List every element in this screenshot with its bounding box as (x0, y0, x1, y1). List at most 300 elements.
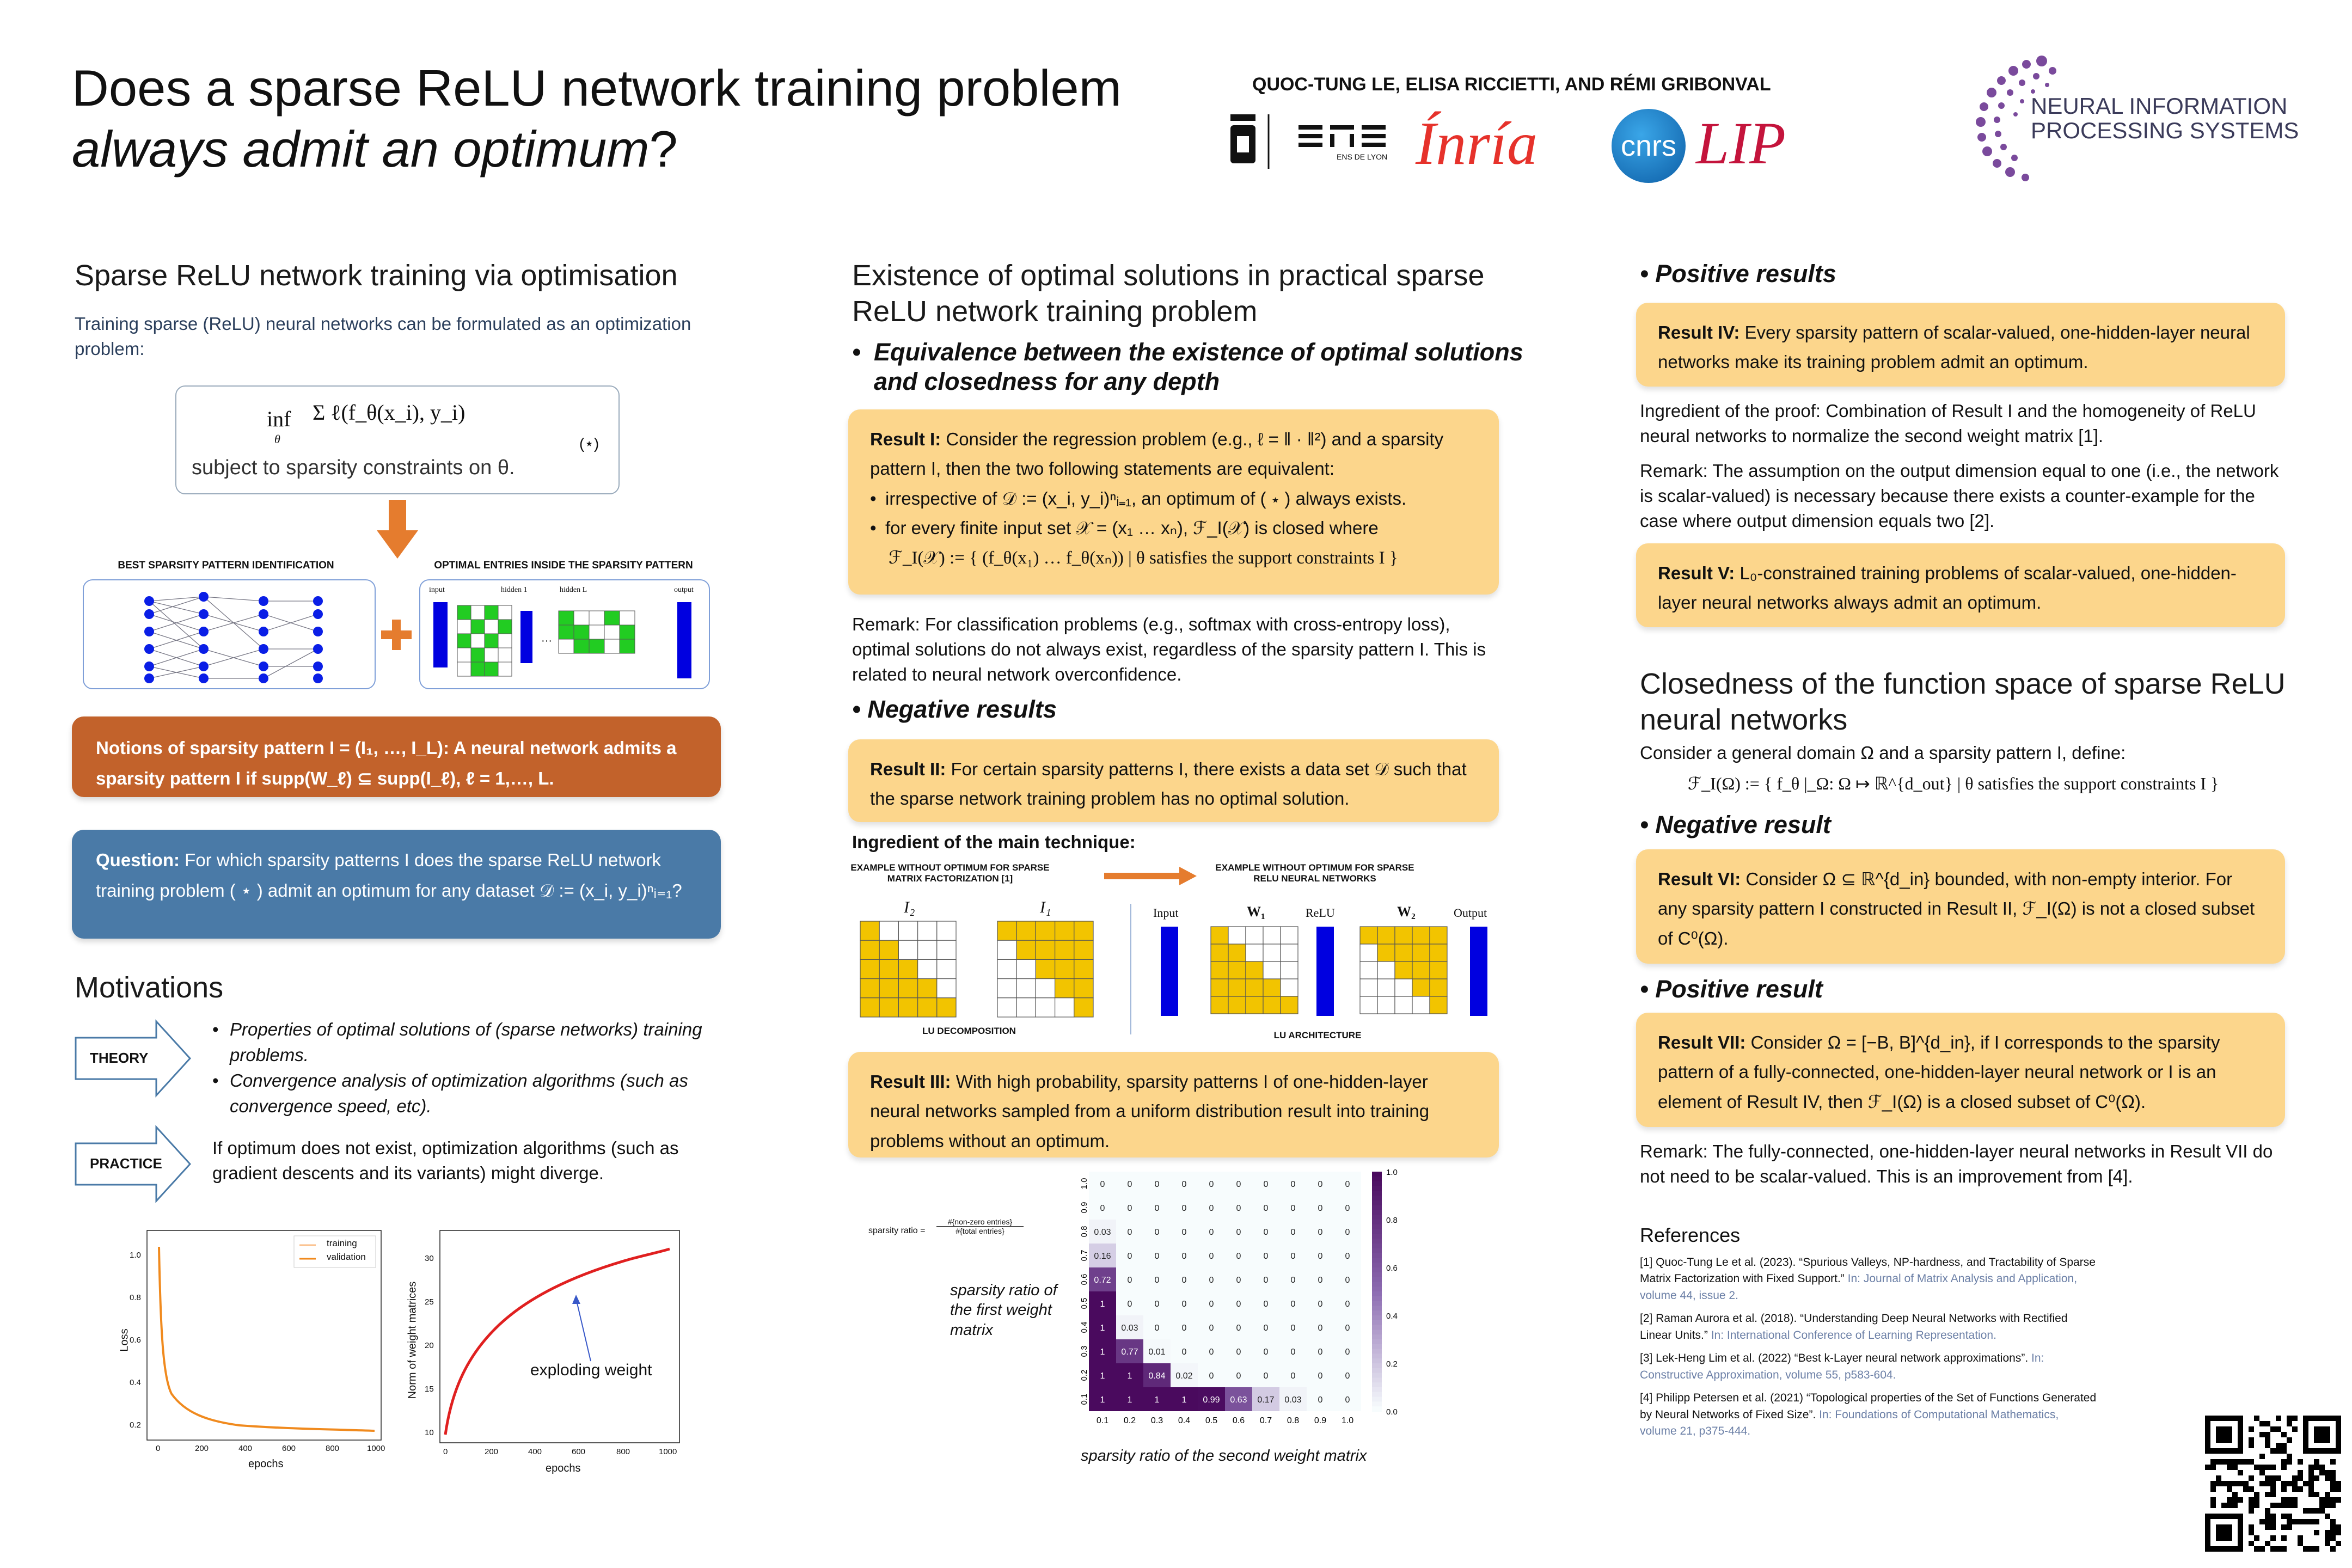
result5-box (1636, 543, 2285, 627)
matrix-cell (997, 979, 1016, 998)
colorbar-segment (1372, 1353, 1382, 1359)
neurips-line2: PROCESSING SYSTEMS (2031, 118, 2299, 144)
qr-module (2308, 1546, 2314, 1552)
reference-item: [1] Quoc-Tung Le et al. (2023). “Spurious Valleys, NP-hardness, and Tractability of Sparse Matrix Factorization with Fixed Support.” In: Journal of Matrix Analysis and Application, volume 44, issue 2. (1640, 1256, 2096, 1302)
result7-text: Consider Ω = [−B, B]^{d_in}, if I corresponds to the sparsity pattern of a fully-connected, one-hidden-layer neural network or I is an element of Result IV, then ℱ_I(Ω) is a closed subset of C⁰(Ω). (1658, 1032, 2220, 1112)
qr-module (2270, 1465, 2276, 1470)
label-best-pattern: BEST SPARSITY PATTERN IDENTIFICATION (118, 560, 334, 571)
matrix-cell (1211, 944, 1228, 961)
matrix-cell (1228, 979, 1246, 996)
qr-module (2249, 1486, 2254, 1492)
qr-module (2249, 1541, 2254, 1546)
heatmap-value: 0 (1290, 1204, 1296, 1213)
colorbar-segment (1372, 1215, 1382, 1220)
bullet-equivalence-text: Equivalence between the existence of optimal solutions and closedness for any depth (874, 338, 1523, 395)
loss-xlabel: epochs (248, 1458, 284, 1470)
arch-relu: ReLU (1306, 906, 1335, 920)
matrix-cell (1074, 959, 1093, 978)
matrix-cell (1074, 979, 1093, 998)
matrix-cell (1412, 944, 1430, 961)
colorbar-segment (1372, 1373, 1382, 1379)
heatmap-xlabel: sparsity ratio of the second weight matrix (1081, 1447, 1367, 1465)
hiddenL-matrix (559, 611, 635, 653)
qr-module (2210, 1503, 2216, 1508)
heatmap-ytick: 0.2 (1080, 1369, 1089, 1381)
heatmap-value: 0.99 (1203, 1395, 1220, 1405)
matrix-cell (1281, 927, 1298, 944)
heatmap-value: 0 (1290, 1228, 1296, 1237)
matrix-cell (1430, 979, 1447, 996)
qr-code[interactable] (2205, 1416, 2341, 1552)
label-I2: I₂ (904, 898, 915, 916)
heatmap-value: 0 (1345, 1371, 1350, 1381)
heatmap-value: 0 (1100, 1204, 1105, 1213)
colorbar-segment (1372, 1349, 1382, 1355)
qr-module (2259, 1421, 2265, 1426)
heatmap-value: 0 (1181, 1324, 1187, 1333)
down-arrow-icon (377, 500, 418, 560)
matrix-cell (1430, 927, 1447, 944)
heatmap-value: 0 (1127, 1180, 1132, 1189)
matrix-cell (918, 940, 937, 959)
colorbar-segment (1372, 1277, 1382, 1283)
qr-module (2249, 1530, 2254, 1535)
positive-results-heading: • Positive results (1640, 260, 1836, 287)
legend-training: training (327, 1238, 357, 1248)
title-italic: always admit an optimum (72, 120, 650, 177)
qr-module (2336, 1541, 2341, 1546)
qr-module (2249, 1524, 2254, 1530)
heatmap-value: 0 (1236, 1228, 1241, 1237)
negative-result-text: Negative result (1655, 811, 1831, 838)
neurips-logo (2031, 94, 2299, 143)
matrix-cell (937, 998, 956, 1017)
heatmap-value: 0 (1236, 1324, 1241, 1333)
qr-module (2287, 1421, 2292, 1426)
norm-ylabel: Norm of weight matrices (406, 1281, 419, 1399)
matrix-cell (1055, 979, 1074, 998)
heatmap-ytick: 0.8 (1080, 1226, 1089, 1238)
colorbar-segment (1372, 1377, 1382, 1383)
qr-module (2265, 1514, 2270, 1519)
arch-output-bar (1470, 927, 1487, 1016)
ingredient-proof: Ingredient of the proof: Combination of Result I and the homogeneity of ReLU neural networks to normalize the second weight matrix [1]. (1640, 401, 2256, 446)
example-nn-label: EXAMPLE WITHOUT OPTIMUM FOR SPARSE RELU NEURAL NETWORKS (1215, 862, 1414, 884)
heatmap-value: 0.03 (1094, 1228, 1111, 1237)
qr-module (2232, 1497, 2238, 1503)
heatmap-value: 0 (1181, 1204, 1187, 1213)
result2-text: For certain sparsity patterns I, there exists a data set 𝒟 such that the sparse network training problem has no optimal solution. (870, 759, 1467, 809)
colorbar-segment (1372, 1253, 1382, 1259)
function-space-formula: ℱ_I(Ω) := { f_θ |_Ω: Ω ↦ ℝ^{d_out} | θ satisfies the support constraints I } (1688, 774, 2219, 793)
qr-module (2314, 1492, 2319, 1497)
title-qmark: ? (649, 120, 678, 177)
negative-result-heading: • Negative result (1640, 811, 1831, 838)
arch-W1-matrix (1211, 927, 1298, 1014)
qr-module (2298, 1475, 2303, 1481)
qr-module (2254, 1416, 2259, 1421)
qr-module (2232, 1459, 2238, 1465)
qr-module (2330, 1497, 2336, 1503)
heatmap-value: 0 (1236, 1371, 1241, 1381)
colorbar-segment (1372, 1224, 1382, 1230)
matrix-cell (997, 998, 1016, 1017)
matrix-cell (1430, 944, 1447, 961)
input-bar (433, 602, 448, 667)
qr-module (2298, 1535, 2303, 1541)
result1-item: • irrespective of 𝒟 := (x_i, y_i)ⁿᵢ₌₁, an optimum of ( ⋆ ) always exists. (870, 488, 1407, 509)
qr-module (2254, 1465, 2259, 1470)
qr-module (2319, 1470, 2325, 1475)
matrix-cell (1055, 998, 1074, 1017)
heatmap-value: 0 (1263, 1324, 1269, 1333)
heatmap-value: 0 (1345, 1252, 1350, 1261)
heatmap-xtick: 1.0 (1341, 1416, 1354, 1425)
heatmap-value: 0 (1181, 1180, 1187, 1189)
positive-results-text: Positive results (1655, 260, 1836, 287)
result1-formula: ℱ_I(𝒳) := { (f_θ(x₁) … f_θ(xₙ)) | θ satisfies the support constraints I } (889, 548, 1398, 568)
qr-module (2249, 1503, 2254, 1508)
colorbar-label: 0.6 (1386, 1264, 1398, 1273)
formula-inf: inf (267, 407, 291, 431)
qr-module (2259, 1465, 2265, 1470)
colorbar-segment (1372, 1258, 1382, 1263)
qr-module (2281, 1432, 2287, 1437)
heatmap-value: 0 (1236, 1276, 1241, 1285)
qr-module (2287, 1454, 2292, 1459)
qr-module (2308, 1492, 2314, 1497)
heatmap-xtick: 0.9 (1314, 1416, 1327, 1425)
qr-module (2238, 1470, 2243, 1475)
heatmap-value: 0.02 (1175, 1371, 1193, 1381)
matrix-cell (1246, 961, 1263, 979)
qr-module (2330, 1470, 2336, 1475)
qr-module (2270, 1426, 2276, 1432)
result4-title: Result IV: (1658, 322, 1740, 342)
heatmap-xtick: 0.3 (1150, 1416, 1163, 1425)
colorbar-segment (1372, 1291, 1382, 1297)
qr-module (2298, 1459, 2303, 1465)
heatmap-ytick: 0.6 (1080, 1273, 1089, 1285)
qr-module (2249, 1426, 2254, 1432)
qr-module (2287, 1459, 2292, 1465)
qr-module (2265, 1443, 2270, 1448)
matrix-cell (1263, 927, 1281, 944)
matrix-cell (879, 998, 898, 1017)
qr-module (2270, 1514, 2276, 1519)
poster-title-line2 (72, 120, 678, 179)
qr-module (2287, 1503, 2292, 1508)
heatmap-value: 0.72 (1094, 1276, 1111, 1285)
matrix-cell (860, 921, 879, 940)
qr-module (2227, 1503, 2232, 1508)
heatmap-value: 0 (1127, 1204, 1132, 1213)
qr-module (2259, 1432, 2265, 1437)
theory-item: • Properties of optimal solutions of (sparse networks) training problems. (212, 1019, 702, 1065)
arch-output: Output (1454, 906, 1487, 920)
colorbar-segment (1372, 1382, 1382, 1388)
qr-module (2232, 1492, 2238, 1497)
qr-module (2308, 1519, 2314, 1524)
label-input: input (429, 586, 445, 594)
matrix-cell (1055, 921, 1074, 940)
colorbar-segment (1372, 1177, 1382, 1182)
qr-module (2292, 1475, 2298, 1481)
qr-module (2303, 1508, 2308, 1514)
qr-module (2303, 1519, 2308, 1524)
qr-module (2281, 1448, 2287, 1454)
inria-logo: Ínría (1416, 110, 1538, 177)
section-heading-existence: Existence of optimal solutions in practical sparse ReLU network training problem (852, 259, 1485, 328)
matrix-cell (1263, 996, 1281, 1014)
qr-module (2292, 1503, 2298, 1508)
colorbar-segment (1372, 1387, 1382, 1393)
qr-module (2281, 1486, 2287, 1492)
matrix-cell (1074, 921, 1093, 940)
qr-module (2265, 1421, 2270, 1426)
colorbar-segment (1372, 1315, 1382, 1321)
heatmap-value: 0 (1318, 1300, 1323, 1309)
colorbar-segment (1372, 1401, 1382, 1407)
qr-module (2270, 1475, 2276, 1481)
matrix-cell (860, 979, 879, 998)
consider-domain: Consider a general domain Ω and a sparsity pattern I, define: (1640, 743, 2126, 763)
qr-module (2232, 1481, 2238, 1486)
heatmap-value: 0 (1209, 1252, 1214, 1261)
matrix-cell (937, 940, 956, 959)
colorbar-segment (1372, 1181, 1382, 1187)
qr-module (2216, 1481, 2221, 1486)
matrix-cell (997, 940, 1016, 959)
heatmap-value: 0 (1209, 1324, 1214, 1333)
matrix-cell (1055, 959, 1074, 978)
qr-module (2281, 1481, 2287, 1486)
plus-icon (381, 620, 412, 650)
qr-module (2330, 1524, 2336, 1530)
positive-result-heading: • Positive result (1640, 975, 1823, 1003)
qr-module (2287, 1416, 2292, 1421)
authors: QUOC-TUNG LE, ELISA RICCIETTI, AND RÉMI GRIBONVAL (1252, 74, 1771, 95)
matrix-cell (1281, 979, 1298, 996)
question-text: For which sparsity patterns I does the sparse ReLU network training problem ( ⋆ ) admit an optimum for any dataset 𝒟 := (x_i, y_i)ⁿᵢ₌₁? (96, 850, 682, 901)
qr-module (2270, 1503, 2276, 1508)
heatmap-ytick: 0.4 (1080, 1321, 1089, 1333)
heatmap-value: 0 (1181, 1300, 1187, 1309)
heatmap-value: 1 (1100, 1395, 1105, 1405)
colorbar-segment (1372, 1263, 1382, 1268)
result1-text: Consider the regression problem (e.g., ℓ = ‖ · ‖²) and a sparsity pattern I, then the two following statements are equivalent: (870, 429, 1444, 479)
divider (1130, 904, 1131, 1034)
qr-module (2243, 1486, 2249, 1492)
colorbar-segment (1372, 1397, 1382, 1402)
motivations-heading: Motivations (75, 971, 224, 1004)
heatmap-value: 0.63 (1230, 1395, 1247, 1405)
heatmap-value: 0.77 (1121, 1347, 1138, 1357)
qr-module (2227, 1481, 2232, 1486)
heatmap-value: 0.03 (1121, 1324, 1138, 1333)
sr-fraction: #{non-zero entries} #{total entries} (936, 1217, 1024, 1235)
colorbar-segment (1372, 1339, 1382, 1345)
qr-module (2232, 1465, 2238, 1470)
qr-module (2259, 1519, 2265, 1524)
qr-module (2330, 1519, 2336, 1524)
qr-module (2308, 1475, 2314, 1481)
matrix-cell (860, 959, 879, 978)
heatmap-xtick: 0.6 (1232, 1416, 1245, 1425)
qr-module (2270, 1535, 2276, 1541)
colorbar-segment (1372, 1310, 1382, 1316)
qr-module (2287, 1437, 2292, 1443)
qr-module (2336, 1530, 2341, 1535)
heatmap-ytick: 0.5 (1080, 1297, 1089, 1309)
result3-title: Result III: (870, 1071, 951, 1092)
heatmap-value: 0.84 (1148, 1371, 1166, 1381)
colorbar-segment (1372, 1282, 1382, 1287)
lu-architecture-label: LU ARCHITECTURE (1273, 1030, 1362, 1040)
matrix-cell (1228, 996, 1246, 1014)
matrix-cell (1377, 979, 1395, 996)
label-I1: I₁ (1040, 898, 1051, 916)
qr-module (2281, 1503, 2287, 1508)
heatmap-value: 0 (1209, 1180, 1214, 1189)
loss-ylabel: Loss (118, 1328, 131, 1352)
heatmap-value: 0 (1236, 1347, 1241, 1357)
matrix-I2 (860, 921, 956, 1017)
sparse-matrix-diagram (419, 579, 710, 689)
theory-label: THEORY (90, 1050, 149, 1066)
heatmap-value: 0 (1127, 1300, 1132, 1309)
qr-module (2298, 1486, 2303, 1492)
qr-module (2221, 1459, 2227, 1465)
arch-input-bar (1161, 927, 1178, 1016)
qr-module (2314, 1546, 2319, 1552)
colorbar-segment (1372, 1325, 1382, 1331)
result2-box (848, 739, 1499, 822)
matrix-cell (918, 998, 937, 1017)
result6-box (1636, 849, 2285, 964)
ens-logo (1298, 121, 1391, 164)
ingredient-heading: Ingredient of the main technique: (852, 832, 1136, 852)
matrix-cell (1395, 961, 1412, 979)
qr-module (2292, 1416, 2298, 1421)
qr-module (2249, 1459, 2254, 1465)
hidden1-bar (520, 611, 532, 663)
remark-fully-connected: Remark: The fully-connected, one-hidden-layer neural networks in Result VII do not need to be scalar-valued. This is an improvement from [4]. (1640, 1141, 2273, 1187)
result7-title: Result VII: (1658, 1032, 1746, 1052)
matrix-cell (1377, 996, 1395, 1014)
qr-module (2232, 1503, 2238, 1508)
heatmap-value: 1 (1181, 1395, 1187, 1405)
qr-module (2227, 1465, 2232, 1470)
qr-module (2270, 1448, 2276, 1454)
qr-module (2227, 1459, 2232, 1465)
qr-module (2254, 1503, 2259, 1508)
colorbar-segment (1372, 1172, 1382, 1177)
negative-results-heading: • Negative results (852, 695, 1057, 723)
qr-module (2330, 1475, 2336, 1481)
qr-module (2303, 1546, 2308, 1552)
heatmap-xtick: 0.7 (1259, 1416, 1272, 1425)
practice-text: If optimum does not exist, optimization algorithms (such as gradient descents and its variants) might diverge. (212, 1138, 679, 1184)
matrix-cell (860, 998, 879, 1017)
heatmap-value: 0 (1209, 1371, 1214, 1381)
qr-module (2292, 1497, 2298, 1503)
matrix-cell (1412, 996, 1430, 1014)
poster-title-line1: Does a sparse ReLU network training problem (72, 59, 1122, 117)
matrix-cell (1281, 996, 1298, 1014)
heatmap-value: 0 (1181, 1276, 1187, 1285)
matrix-cell (1360, 979, 1377, 996)
matrix-cell (1263, 961, 1281, 979)
qr-module (2210, 1486, 2216, 1492)
heatmap-value: 0 (1127, 1276, 1132, 1285)
heatmap-value: 0 (1318, 1395, 1323, 1405)
practice-label: PRACTICE (90, 1155, 162, 1172)
qr-module (2319, 1497, 2325, 1503)
label-output: output (674, 586, 694, 594)
qr-module (2227, 1486, 2232, 1492)
heatmap-value: 0 (1318, 1276, 1323, 1285)
colorbar-segment (1372, 1272, 1382, 1278)
formula-tag: (⋆) (579, 435, 599, 452)
qr-module (2249, 1508, 2254, 1514)
matrix-cell (1395, 944, 1412, 961)
colorbar-segment (1372, 1210, 1382, 1215)
qr-module (2259, 1481, 2265, 1486)
qr-module (2249, 1497, 2254, 1503)
qr-module (2205, 1465, 2210, 1470)
qr-module (2254, 1535, 2259, 1541)
colorbar-label: 0.8 (1386, 1216, 1398, 1225)
qr-module (2325, 1514, 2330, 1519)
matrix-cell (1246, 927, 1263, 944)
heatmap-ytick: 0.7 (1080, 1250, 1089, 1261)
qr-module (2276, 1443, 2281, 1448)
sparsity-ratio-formula (868, 1226, 925, 1236)
matrix-cell (937, 979, 956, 998)
heatmap-value: 0 (1345, 1347, 1350, 1357)
matrix-cell (937, 959, 956, 978)
qr-module (2292, 1481, 2298, 1486)
legend-validation: validation (327, 1252, 366, 1262)
matrix-cell (1412, 927, 1430, 944)
matrix-cell (1016, 940, 1036, 959)
qr-module (2265, 1481, 2270, 1486)
heatmap-ytick: 1.0 (1080, 1178, 1089, 1190)
matrix-cell (879, 979, 898, 998)
qr-module (2276, 1426, 2281, 1432)
matrix-cell (1263, 979, 1281, 996)
heatmap-value: 0 (1236, 1252, 1241, 1261)
result4-box (1636, 303, 2285, 387)
qr-module (2276, 1416, 2281, 1421)
matrix-cell (1377, 961, 1395, 979)
heatmap-xtick: 0.2 (1123, 1416, 1136, 1425)
matrix-cell (1360, 961, 1377, 979)
qr-module (2265, 1492, 2270, 1497)
matrix-cell (1281, 961, 1298, 979)
heatmap-value: 0 (1154, 1324, 1160, 1333)
bullet-equivalence: • Equivalence between the existence of optimal solutions and closedness for any depth (852, 338, 1527, 396)
qr-module (2303, 1481, 2308, 1486)
result6-title: Result VI: (1658, 869, 1741, 889)
heatmap-value: 0 (1154, 1204, 1160, 1213)
exploding-weight-label: exploding weight (530, 1361, 652, 1379)
matrix-cell (1246, 944, 1263, 961)
matrix-cell (1211, 996, 1228, 1014)
result6-text: Consider Ω ⊆ ℝ^{d_in} bounded, with non-empty interior. For any sparsity pattern I constructed in Result II, ℱ_I(Ω) is not a closed subset of C⁰(Ω). (1658, 869, 2255, 948)
qr-module (2336, 1486, 2341, 1492)
